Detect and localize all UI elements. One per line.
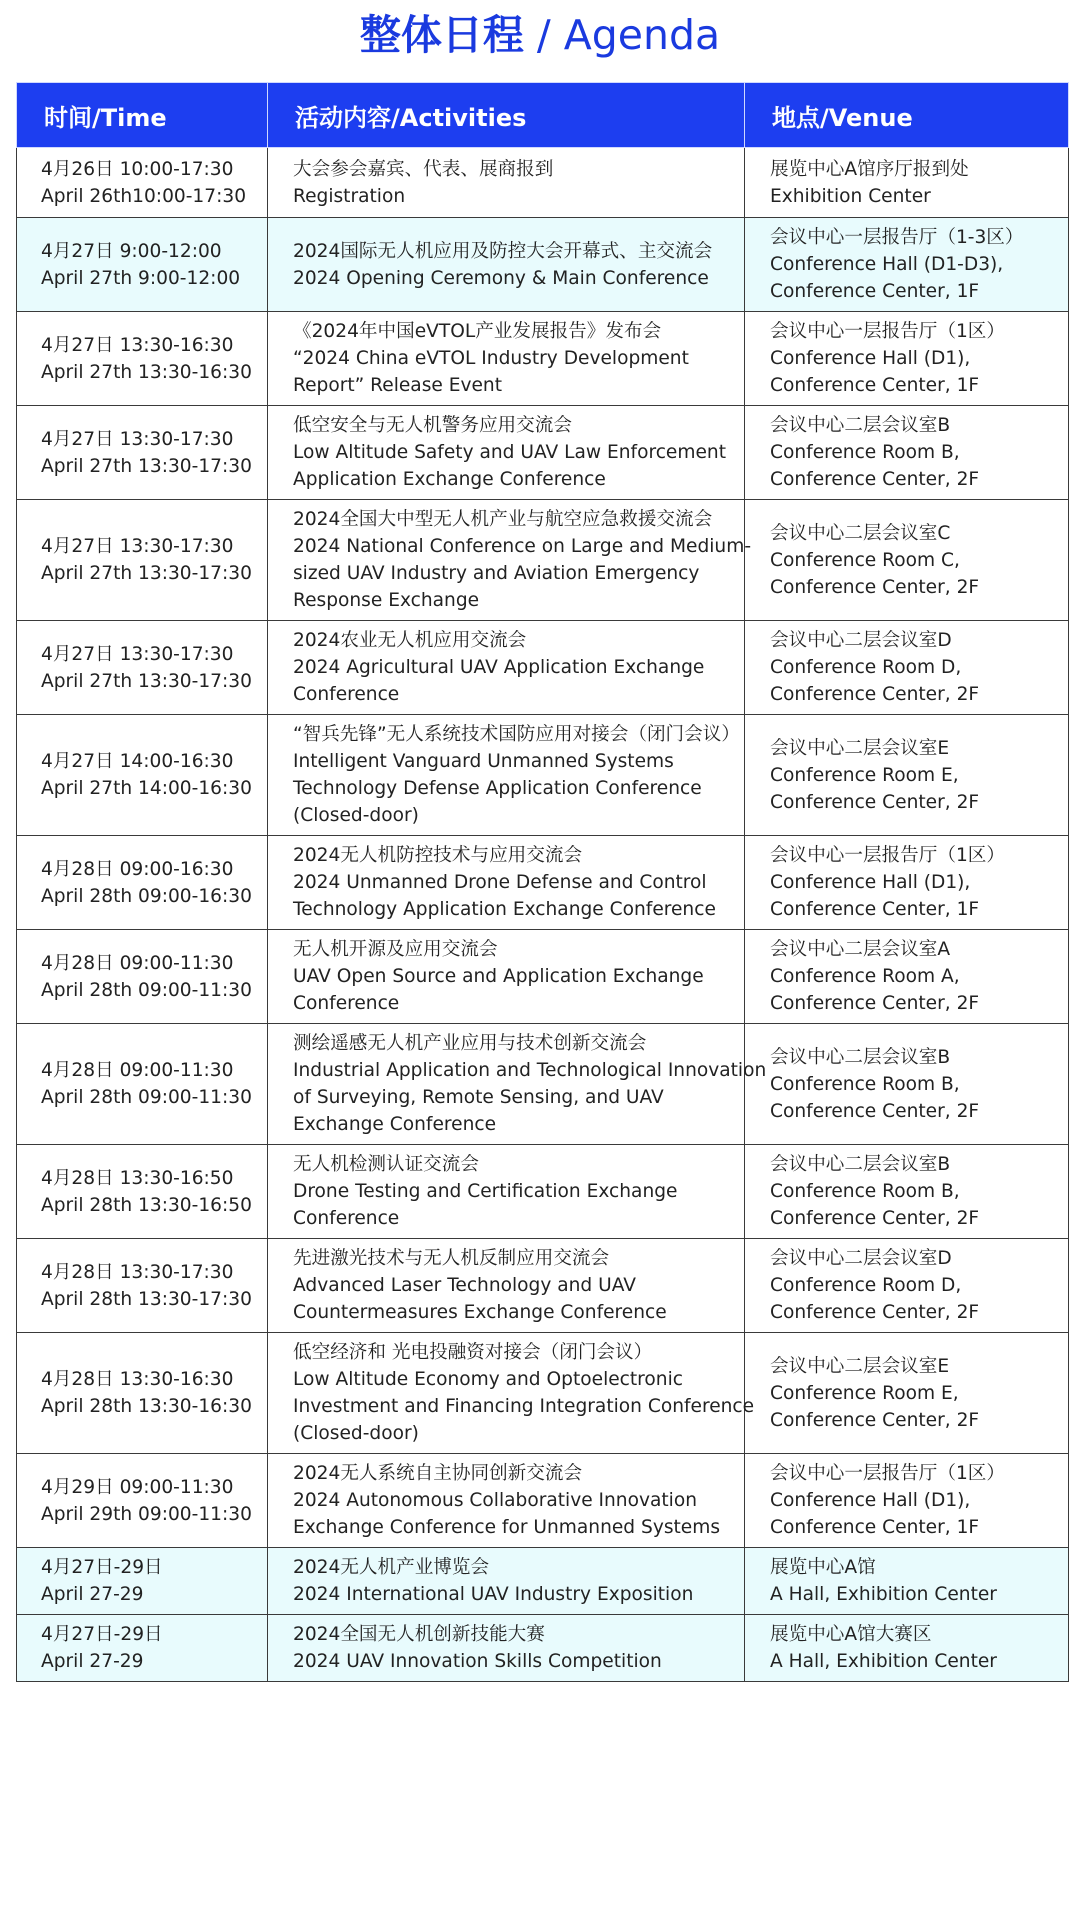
venue-line: Conference Hall (D1),: [770, 872, 971, 893]
time-english: April 28th 09:00-16:30: [41, 885, 252, 907]
activity-line: 无人机检测认证交流会: [293, 1154, 479, 1175]
activity-line: 《2024年中国eVTOL产业发展报告》发布会: [293, 321, 662, 342]
activity-line: 2024 Autonomous Collaborative Innovation: [293, 1490, 697, 1511]
activity-line: Conference: [293, 684, 400, 705]
page-title: [0, 2, 1080, 68]
time-chinese: 4月27日 13:30-17:30: [41, 536, 234, 557]
time-chinese: 4月28日 13:30-16:50: [41, 1167, 234, 1189]
venue-line: Conference Room D,: [770, 1275, 962, 1296]
venue-line: Conference Center, 1F: [770, 281, 980, 302]
activity-line: Low Altitude Safety and UAV Law Enforcement: [293, 442, 726, 463]
time-english: April 26th10:00-17:30: [41, 185, 247, 207]
activity-line: 低空经济和 光电投融资对接会（闭门会议）: [293, 1342, 653, 1363]
venue-line: Conference Room D,: [770, 657, 962, 678]
venue-line: Conference Room B,: [770, 1073, 960, 1095]
agenda-body: [17, 148, 1069, 1682]
activity-line: Application Exchange Conference: [293, 469, 606, 490]
activity-line: 2024全国无人机创新技能大赛: [293, 1624, 545, 1645]
activity-line: Industrial Application and Technological Innovation: [293, 1060, 767, 1081]
activity-cell: [268, 1454, 745, 1548]
venue-line: Conference Center, 2F: [770, 1100, 980, 1122]
activity-line: 2024 Unmanned Drone Defense and Control: [293, 872, 707, 893]
activity-cell: [268, 500, 752, 621]
time-chinese: 4月27日 13:30-17:30: [41, 428, 234, 450]
venue-line: Conference Center, 2F: [770, 1409, 980, 1431]
venue-line: 会议中心二层会议室B: [770, 1046, 951, 1068]
time-cell: [17, 1239, 268, 1333]
activity-cell: [268, 1548, 745, 1615]
time-chinese: 4月27日-29日: [41, 1624, 163, 1645]
activity-line: Investment and Financing Integration Conference: [293, 1396, 755, 1417]
venue-line: Conference Center, 2F: [770, 684, 980, 705]
activity-line: Countermeasures Exchange Conference: [293, 1302, 667, 1323]
activity-cell: [268, 1024, 767, 1145]
activity-line: 2024 National Conference on Large and Medium-: [293, 536, 752, 557]
venue-line: 会议中心一层报告厅（1区）: [770, 1463, 1005, 1484]
activity-line: 2024 Agricultural UAV Application Exchange: [293, 657, 705, 678]
venue-line: Conference Center, 2F: [770, 1208, 980, 1229]
agenda-row: [17, 1145, 1069, 1239]
activity-line: Intelligent Vanguard Unmanned Systems: [293, 751, 674, 772]
activity-line: Conference: [293, 1208, 400, 1229]
venue-line: Conference Room B,: [770, 1181, 960, 1202]
time-chinese: 4月29日 09:00-11:30: [41, 1476, 234, 1498]
activity-line: 2024无人系统自主协同创新交流会: [293, 1463, 583, 1484]
time-english: April 27th 13:30-17:30: [41, 670, 252, 692]
agenda-row: [17, 1239, 1069, 1333]
venue-line: Conference Room E,: [770, 764, 959, 786]
time-cell: [17, 1454, 268, 1548]
activity-line: 2024国际无人机应用及防控大会开幕式、主交流会: [293, 240, 713, 262]
venue-cell: [745, 500, 1069, 621]
time-english: April 27th 13:30-16:30: [41, 361, 252, 383]
venue-line: 会议中心二层会议室D: [770, 630, 952, 651]
venue-line: 会议中心一层报告厅（1区）: [770, 845, 1005, 866]
venue-cell: [745, 406, 1069, 500]
activity-line: 2024无人机产业博览会: [293, 1557, 490, 1578]
venue-line: 会议中心一层报告厅（1区）: [770, 321, 1005, 342]
venue-cell: [745, 1548, 1069, 1615]
venue-line: Conference Center, 2F: [770, 576, 980, 598]
venue-cell: [745, 218, 1069, 312]
activity-line: 2024 International UAV Industry Exposition: [293, 1584, 694, 1605]
time-english: April 28th 09:00-11:30: [41, 1087, 252, 1108]
time-cell: [17, 621, 268, 715]
time-english: April 27-29: [41, 1584, 144, 1605]
time-cell: [17, 1333, 268, 1454]
time-chinese: 4月28日 09:00-16:30: [41, 858, 234, 880]
activity-cell: [268, 1239, 745, 1333]
activity-cell: [268, 836, 745, 930]
activity-line: of Surveying, Remote Sensing, and UAV: [293, 1087, 664, 1108]
header-time: 时间/Time: [17, 83, 268, 148]
time-cell: [17, 218, 268, 312]
venue-line: Exhibition Center: [770, 185, 931, 207]
time-english: April 27th 14:00-16:30: [41, 778, 252, 799]
time-chinese: 4月28日 09:00-11:30: [41, 952, 234, 974]
time-cell: [17, 1615, 268, 1682]
agenda-row: [17, 930, 1069, 1024]
time-english: April 28th 13:30-16:30: [41, 1396, 252, 1417]
time-cell: [17, 500, 268, 621]
venue-line: 会议中心二层会议室B: [770, 415, 951, 436]
activity-cell: [268, 148, 745, 218]
venue-line: Conference Room C,: [770, 549, 960, 571]
time-cell: [17, 1548, 268, 1615]
activity-cell: [268, 621, 745, 715]
activity-line: Advanced Laser Technology and UAV: [293, 1275, 637, 1296]
venue-cell: [745, 312, 1069, 406]
venue-cell: [745, 148, 1069, 218]
header-activity: 活动内容/Activities: [268, 83, 745, 148]
agenda-row: [17, 1333, 1069, 1454]
venue-line: Conference Hall (D1),: [770, 348, 971, 369]
time-english: April 28th 09:00-11:30: [41, 979, 252, 1001]
venue-cell: [745, 930, 1069, 1024]
time-chinese: 4月28日 13:30-17:30: [41, 1261, 234, 1283]
agenda-row: [17, 715, 1069, 836]
time-chinese: 4月27日-29日: [41, 1557, 163, 1578]
venue-cell: [745, 1454, 1069, 1548]
activity-cell: [268, 406, 745, 500]
activity-line: 无人机开源及应用交流会: [293, 939, 498, 960]
title-chinese: 整体日程: [359, 11, 524, 59]
agenda-table: [16, 82, 1069, 1682]
venue-cell: [745, 1239, 1069, 1333]
venue-cell: [745, 715, 1069, 836]
activity-line: 先进激光技术与无人机反制应用交流会: [293, 1248, 610, 1269]
venue-line: Conference Center, 2F: [770, 791, 980, 813]
time-english: April 28th 13:30-17:30: [41, 1288, 252, 1310]
activity-line: 测绘遥感无人机产业应用与技术创新交流会: [293, 1033, 647, 1054]
venue-line: Conference Hall (D1-D3),: [770, 254, 1004, 275]
activity-line: 2024 Opening Ceremony & Main Conference: [293, 267, 709, 289]
venue-cell: [745, 1615, 1069, 1682]
activity-line: Exchange Conference: [293, 1114, 497, 1135]
activity-cell: [268, 930, 745, 1024]
activity-line: Registration: [293, 185, 406, 207]
venue-line: 会议中心二层会议室B: [770, 1154, 951, 1175]
venue-line: 展览中心A馆序厅报到处: [770, 158, 969, 180]
agenda-row: [17, 1615, 1069, 1682]
title-separator: /: [523, 11, 564, 59]
activity-line: Low Altitude Economy and Optoelectronic: [293, 1369, 683, 1390]
header-row: [17, 83, 1069, 148]
time-chinese: 4月28日 09:00-11:30: [41, 1060, 234, 1081]
venue-line: 会议中心二层会议室E: [770, 737, 950, 759]
activity-line: “智兵先锋”无人系统技术国防应用对接会（闭门会议）: [293, 724, 740, 745]
venue-line: Conference Room A,: [770, 966, 960, 987]
activity-line: Conference: [293, 993, 400, 1014]
venue-line: 展览中心A馆大赛区: [770, 1624, 932, 1645]
time-cell: [17, 930, 268, 1024]
venue-line: 展览中心A馆: [770, 1557, 876, 1578]
activity-line: Technology Defense Application Conference: [293, 778, 702, 799]
activity-cell: [268, 218, 745, 312]
venue-line: 会议中心一层报告厅（1-3区）: [770, 227, 1024, 248]
venue-line: Conference Room E,: [770, 1382, 959, 1404]
activity-line: UAV Open Source and Application Exchange: [293, 966, 704, 987]
venue-line: A Hall, Exhibition Center: [770, 1584, 997, 1605]
time-english: April 27th 13:30-17:30: [41, 455, 252, 477]
time-chinese: 4月26日 10:00-17:30: [41, 158, 234, 180]
venue-line: Conference Center, 1F: [770, 1517, 980, 1538]
venue-cell: [745, 1024, 1069, 1145]
agenda-row: [17, 1024, 1069, 1145]
agenda-row: [17, 1548, 1069, 1615]
title-english: Agenda: [563, 11, 721, 59]
venue-cell: [745, 836, 1069, 930]
venue-line: 会议中心二层会议室C: [770, 522, 951, 544]
time-cell: [17, 836, 268, 930]
time-chinese: 4月27日 9:00-12:00: [41, 240, 222, 262]
venue-cell: [745, 1333, 1069, 1454]
venue-line: Conference Center, 1F: [770, 899, 980, 920]
agenda-row: [17, 406, 1069, 500]
venue-line: Conference Center, 2F: [770, 1302, 980, 1323]
venue-line: 会议中心二层会议室E: [770, 1355, 950, 1377]
time-cell: [17, 312, 268, 406]
agenda-row: [17, 621, 1069, 715]
activity-cell: [268, 1145, 745, 1239]
time-english: April 27th 13:30-17:30: [41, 563, 252, 584]
agenda-row: [17, 1454, 1069, 1548]
time-cell: [17, 1024, 268, 1145]
agenda-row: [17, 148, 1069, 218]
time-english: April 27th 9:00-12:00: [41, 267, 241, 289]
activity-line: 低空安全与无人机警务应用交流会: [293, 415, 572, 436]
activity-line: Drone Testing and Certification Exchange: [293, 1181, 678, 1202]
activity-line: 2024全国大中型无人机产业与航空应急救援交流会: [293, 509, 713, 530]
time-cell: [17, 1145, 268, 1239]
activity-cell: [268, 715, 745, 836]
time-chinese: 4月27日 13:30-16:30: [41, 334, 234, 356]
venue-line: Conference Room B,: [770, 442, 960, 463]
venue-line: 会议中心二层会议室D: [770, 1248, 952, 1269]
activity-cell: [268, 1615, 745, 1682]
venue-line: Conference Center, 1F: [770, 375, 980, 396]
time-chinese: 4月27日 13:30-17:30: [41, 643, 234, 665]
time-english: April 27-29: [41, 1651, 144, 1672]
venue-line: Conference Hall (D1),: [770, 1490, 971, 1511]
activity-line: 2024无人机防控技术与应用交流会: [293, 845, 583, 866]
activity-line: Report” Release Event: [293, 375, 503, 396]
activity-line: 大会参会嘉宾、代表、展商报到: [293, 158, 554, 180]
venue-cell: [745, 1145, 1069, 1239]
time-chinese: 4月28日 13:30-16:30: [41, 1369, 234, 1390]
activity-line: (Closed-door): [293, 1423, 419, 1444]
time-english: April 28th 13:30-16:50: [41, 1194, 252, 1216]
time-cell: [17, 715, 268, 836]
agenda-row: [17, 836, 1069, 930]
time-cell: [17, 406, 268, 500]
venue-cell: [745, 621, 1069, 715]
activity-line: sized UAV Industry and Aviation Emergency: [293, 563, 700, 584]
activity-line: Response Exchange: [293, 590, 480, 611]
activity-cell: [268, 1333, 755, 1454]
activity-line: 2024农业无人机应用交流会: [293, 630, 527, 651]
agenda-row: [17, 218, 1069, 312]
venue-line: Conference Center, 2F: [770, 469, 980, 490]
venue-line: A Hall, Exhibition Center: [770, 1651, 997, 1672]
activity-cell: [268, 312, 745, 406]
time-english: April 29th 09:00-11:30: [41, 1503, 252, 1525]
venue-line: Conference Center, 2F: [770, 993, 980, 1014]
activity-line: “2024 China eVTOL Industry Development: [293, 348, 689, 369]
agenda-row: [17, 500, 1069, 621]
time-chinese: 4月27日 14:00-16:30: [41, 751, 234, 772]
activity-line: 2024 UAV Innovation Skills Competition: [293, 1651, 662, 1672]
agenda-row: [17, 312, 1069, 406]
venue-line: 会议中心二层会议室A: [770, 939, 951, 960]
activity-line: Exchange Conference for Unmanned Systems: [293, 1517, 721, 1538]
time-cell: [17, 148, 268, 218]
activity-line: Technology Application Exchange Conference: [293, 899, 716, 920]
activity-line: (Closed-door): [293, 805, 419, 826]
header-venue: 地点/Venue: [745, 83, 1069, 148]
